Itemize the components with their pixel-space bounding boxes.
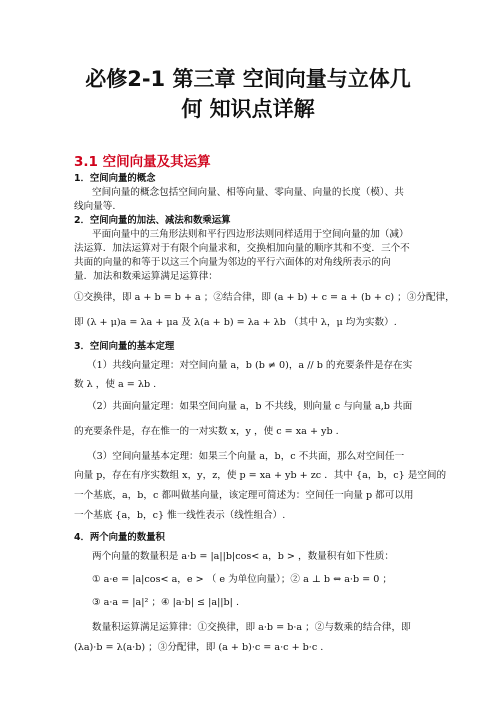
document-title-line-1: 必修2-1 第三章 空间向量与立体几 <box>85 67 411 91</box>
paragraph-line: 向量 p，存在有序实数组 x，y，z，使 p = xa + yb + zc ．其中 {a，b，c} 是空间的 <box>74 470 447 481</box>
paragraph-line: 一个基底，a，b，c 都叫做基向量，该定理可简述为：空间任一向量 p 都可以用 <box>74 490 414 501</box>
paragraph-line: 共面的向量的和等于以这三个向量为邻边的平行六面体的对角线所表示的向 <box>74 257 391 268</box>
document-title-line-2: 何 知识点详解 <box>181 97 315 121</box>
paragraph-line: （2）共面向量定理：如果空间向量 a，b 不共线，则向量 c 与向量 a,b 共面 <box>87 401 413 412</box>
paragraph-line: （3）空间向量基本定理：如果三个向量 a，b，c 不共面，那么对空间任一 <box>87 451 405 462</box>
heading-dot-product: 4．两个向量的数量积 <box>74 532 165 543</box>
heading-basic-theorem: 3．空间向量的基本定理 <box>74 341 175 352</box>
paragraph-line: 两个向量的数量积是 a·b = |a||b|cos< a，b > ，数量积有如下性质： <box>92 551 394 562</box>
formula-line: (λa)·b = λ(a·b) ；③分配律，即 (a + b)·c = a·c + b·c . <box>74 642 324 653</box>
section-heading: 3.1 空间向量及其运算 <box>74 154 211 170</box>
formula-line: ③ a·a = |a|² ；④ |a·b| ≤ |a||b| . <box>92 597 240 608</box>
formula-line: 即 (λ + μ)a = λa + μa 及 λ(a + b) = λa + λb （其中 λ，μ 均为实数）. <box>74 317 397 328</box>
paragraph-line: （1）共线向量定理：对空间向量 a，b (b ≠ 0)，a // b 的充要条件是存在实 <box>87 360 413 371</box>
paragraph-line: 数量积运算满足运算律：①交换律，即 a·b = b·a ；②与数乘的结合律，即 <box>92 622 411 633</box>
paragraph-line: 一个基底 {a，b，c} 惟一线性表示（线性组合）. <box>74 510 286 521</box>
heading-concept: 1．空间向量的概念 <box>74 173 156 184</box>
paragraph-line: 线向量等. <box>74 201 116 212</box>
paragraph-line: 的充要条件是，存在惟一的一对实数 x，y ，使 c = xa + yb . <box>74 426 339 437</box>
paragraph-line: 数 λ ，使 a = λb . <box>74 379 157 390</box>
heading-operations: 2．空间向量的加法、减法和数乘运算 <box>74 215 231 226</box>
paragraph-line: 量．加法和数乘运算满足运算律： <box>74 271 218 282</box>
formula-line: ① a·e = |a|cos< a，e > （ e 为单位向量）；② a ⊥ b ⇔ a·b = 0 ； <box>92 574 392 585</box>
paragraph-line: 平面向量中的三角形法则和平行四边形法则同样适用于空间向量的加（减） <box>92 229 409 240</box>
paragraph-line: 空间向量的概念包括空间向量、相等向量、零向量、向量的长度（模）、共 <box>92 187 404 198</box>
paragraph-line: 法运算．加法运算对于有限个向量求和，交换相加向量的顺序其和不变．三个不 <box>74 243 410 254</box>
formula-line: ①交换律，即 a + b = b + a ；②结合律，即 (a + b) + c = a + (b + c) ；③分配律， <box>74 292 455 303</box>
